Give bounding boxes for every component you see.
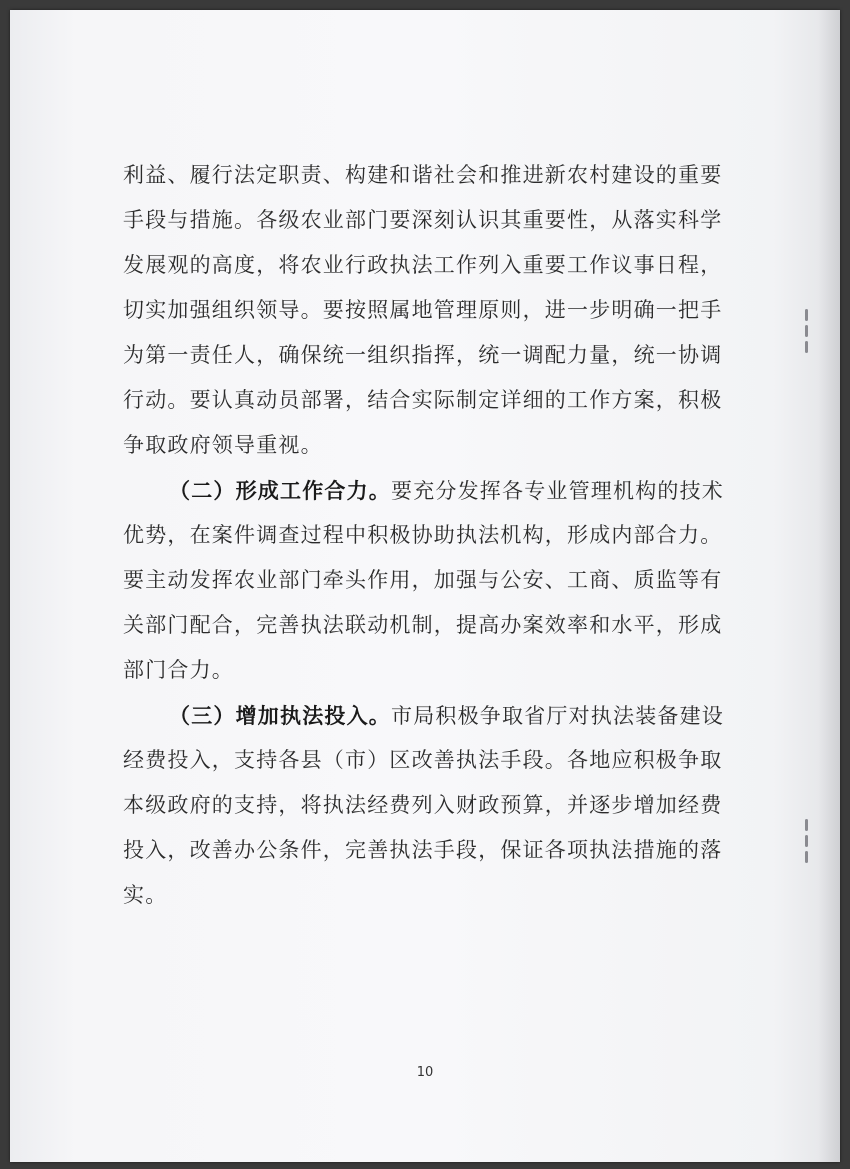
text-line: 经费投入，支持各县（市）区改善执法手段。各地应积极争取	[123, 748, 723, 772]
text-line: 为第一责任人，确保统一组织指挥，统一调配力量，统一协调	[123, 343, 723, 367]
text-line: 部门合力。	[123, 658, 234, 682]
text-line: 关部门配合，完善执法联动机制，提高办案效率和水平，形成	[123, 613, 723, 637]
text-line: 行动。要认真动员部署，结合实际制定详细的工作方案，积极	[123, 388, 723, 412]
text-line: 投入，改善办公条件，完善执法手段，保证各项执法措施的落	[123, 838, 723, 862]
text-line: 发展观的高度，将农业行政执法工作列入重要工作议事日程，	[123, 253, 723, 277]
page-number: 10	[416, 1065, 434, 1080]
binding-holes-lower	[802, 815, 810, 867]
section-3-first-line-text: 市局积极争取省厅对执法装备建设	[391, 704, 724, 728]
text-line: 优势，在案件调查过程中积极协助执法机构，形成内部合力。	[123, 523, 723, 547]
text-line: 利益、履行法定职责、构建和谐社会和推进新农村建设的重要	[123, 163, 723, 187]
text-line: 要主动发挥农业部门牵头作用，加强与公安、工商、质监等有	[123, 568, 723, 592]
section-2-first-line	[123, 468, 723, 513]
text-line: 争取政府领导重视。	[123, 433, 323, 457]
body-text	[123, 153, 723, 918]
document-page	[10, 10, 840, 1162]
section-2-first-line-text: 要充分发挥各专业管理机构的技术	[391, 479, 724, 503]
text-line: 切实加强组织领导。要按照属地管理原则，进一步明确一把手	[123, 298, 723, 322]
binding-holes-upper	[802, 305, 810, 357]
section-3-heading: （三）增加执法投入。	[169, 703, 391, 728]
section-2-heading: （二）形成工作合力。	[169, 478, 391, 503]
text-line: 本级政府的支持，将执法经费列入财政预算，并逐步增加经费	[123, 793, 723, 817]
paper-edge-shadow	[818, 10, 840, 1162]
text-line: 实。	[123, 883, 168, 907]
section-3-first-line	[123, 693, 723, 738]
text-line: 手段与措施。各级农业部门要深刻认识其重要性，从落实科学	[123, 208, 723, 232]
